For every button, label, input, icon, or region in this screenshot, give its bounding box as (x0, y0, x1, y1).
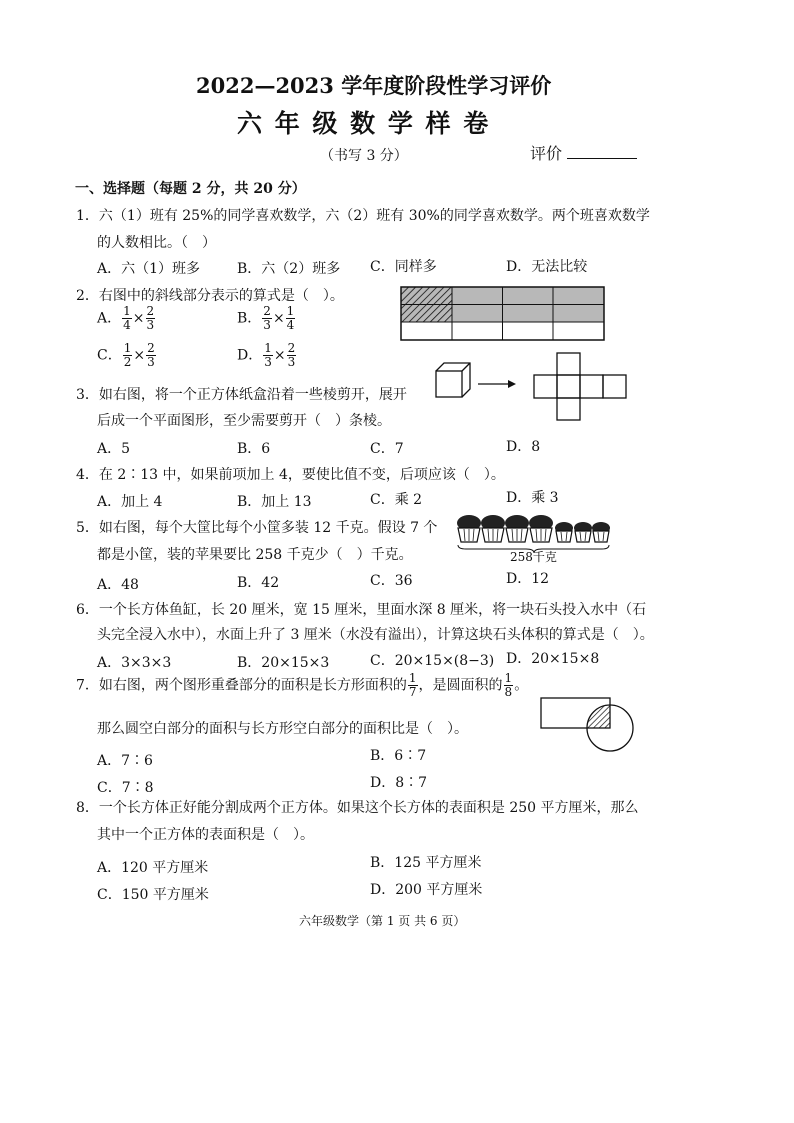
large-basket (457, 515, 481, 542)
fraction: $\frac{2}{3}$ (147, 341, 155, 369)
q7-option-c: C．7∶8 (97, 780, 154, 796)
q5-line2: 都是小筐，装的苹果要比 258 千克少（ ）千克。 (97, 547, 413, 563)
q6-line1: 6．一个长方体鱼缸，长 20 厘米，宽 15 厘米，里面水深 8 厘米，将一块石头投入水中（石 (76, 602, 647, 618)
q8-option-a: A．120 平方厘米 (97, 860, 209, 876)
q2-line1: 2．右图中的斜线部分表示的算式是（ ）。 (76, 288, 344, 304)
q3-line1: 3．如右图，将一个正方体纸盒沿着一些棱剪开，展开 (76, 387, 407, 403)
small-basket (574, 522, 592, 542)
q5-option-d: D．12 (506, 571, 550, 587)
q4-option-c: C．乘 2 (370, 492, 423, 508)
q8-line2: 其中一个正方体的表面积是（ ）。 (97, 827, 314, 843)
fraction: $\frac{1}{7}$ (408, 671, 417, 699)
cube-net-drawing (534, 353, 626, 420)
q1-option-d: D．无法比较 (506, 259, 588, 275)
q5-line1: 5．如右图，每个大筐比每个小筐多装 12 千克。假设 7 个 (76, 520, 438, 536)
fraction: $\frac{1}{4}$ (123, 304, 131, 332)
q8-line1: 8．一个长方体正好能分割成两个正方体。如果这个长方体的表面积是 250 平方厘米，那么 (76, 800, 639, 816)
q5-baskets-figure (456, 514, 606, 544)
q3-option-b: B．6 (237, 441, 271, 457)
small-basket (555, 522, 573, 542)
fraction: $\frac{1}{4}$ (286, 304, 295, 332)
large-basket (481, 515, 505, 542)
section-heading: 一、选择题（每题 2 分，共 20 分） (75, 181, 306, 197)
evaluation-label: 评价 (530, 144, 563, 163)
q2-option-a: A． $\frac{1}{4}$ × $\frac{2}{3}$ (97, 304, 155, 332)
q6-option-c: C．20×15×(8−3) (370, 653, 495, 669)
q6-option-d: D．20×15×8 (506, 651, 600, 667)
q5-option-b: B．42 (237, 575, 280, 591)
q1-option-c: C．同样多 (370, 259, 437, 275)
evaluation-field (530, 141, 637, 164)
q6-line2: 头完全浸入水中），水面上升了 3 厘米（水没有溢出），计算这块石头体积的算式是（ ）。 (97, 627, 654, 643)
exam-subtitle: 六 年 级 数 学 样 卷 (237, 109, 491, 138)
q2-option-b: B． $\frac{2}{3}$ × $\frac{1}{4}$ (237, 304, 295, 332)
fraction: $\frac{1}{2}$ (123, 341, 132, 369)
q8-option-d: D．200 平方厘米 (370, 882, 483, 898)
fraction: $\frac{2}{3}$ (146, 304, 155, 332)
fraction: $\frac{2}{3}$ (263, 304, 271, 332)
q6-option-b: B．20×15×3 (237, 655, 330, 671)
q5-option-c: C．36 (370, 573, 413, 589)
q5-figure-label: 258千克 (510, 550, 557, 564)
q7-rectangle-circle-figure (540, 696, 636, 756)
cube-drawing (436, 363, 470, 397)
q7-option-d: D．8∶7 (370, 775, 428, 791)
q8-option-b: B．125 平方厘米 (370, 855, 482, 871)
q7-line1: 7．如右图，两个图形重叠部分的面积是长方形面积的 $\frac{1}{7}$ ，是圆面积的 $\frac{1}{8}$ 。 (76, 671, 529, 699)
page-footer: 六年级数学（第 1 页 共 6 页） (299, 914, 466, 928)
writing-score-note: （书写 3 分） (320, 148, 408, 164)
q2-option-d: D． $\frac{1}{3}$ × $\frac{2}{3}$ (237, 341, 296, 369)
q2-option-c: C． $\frac{1}{2}$ × $\frac{2}{3}$ (97, 341, 155, 369)
q4-line1: 4．在 2∶13 中，如果前项加上 4，要使比值不变，后项应该（ ）。 (76, 467, 505, 483)
q3-cube-net-figure (436, 352, 632, 422)
q7-option-b: B．6∶7 (370, 748, 427, 764)
q7-line2: 那么圆空白部分的面积与长方形空白部分的面积比是（ ）。 (97, 721, 468, 737)
q3-option-d: D．8 (506, 439, 541, 455)
arrow-right-icon (478, 380, 516, 388)
q6-option-a: A．3×3×3 (97, 655, 172, 671)
q4-option-a: A．加上 4 (97, 494, 163, 510)
q1-line2: 的人数相比。（ ） (97, 235, 216, 251)
fraction: $\frac{2}{3}$ (287, 341, 296, 369)
q1-option-b: B．六（2）班多 (237, 261, 341, 277)
q2-shaded-grid-figure (401, 287, 605, 341)
q4-option-d: D．乘 3 (506, 490, 559, 506)
q4-option-b: B．加上 13 (237, 494, 312, 510)
q5-option-a: A．48 (97, 577, 139, 593)
q1-option-a: A．六（1）班多 (97, 261, 201, 277)
evaluation-blank[interactable] (567, 144, 637, 159)
small-basket (592, 522, 610, 542)
q3-line2: 后成一个平面图形，至少需要剪开（ ）条棱。 (97, 413, 391, 429)
large-basket (505, 515, 529, 542)
large-basket (529, 515, 553, 542)
exam-title: 2022—2023 学年度阶段性学习评价 (196, 73, 552, 98)
q3-option-c: C．7 (370, 441, 404, 457)
q7-option-a: A．7∶6 (97, 753, 153, 769)
fraction: $\frac{1}{8}$ (504, 671, 513, 699)
q1-line1: 1．六（1）班有 25%的同学喜欢数学，六（2）班有 30%的同学喜欢数学。两个班喜欢数学 (76, 208, 650, 224)
fraction: $\frac{1}{3}$ (264, 341, 272, 369)
q3-option-a: A．5 (97, 441, 131, 457)
q8-option-c: C．150 平方厘米 (97, 887, 209, 903)
